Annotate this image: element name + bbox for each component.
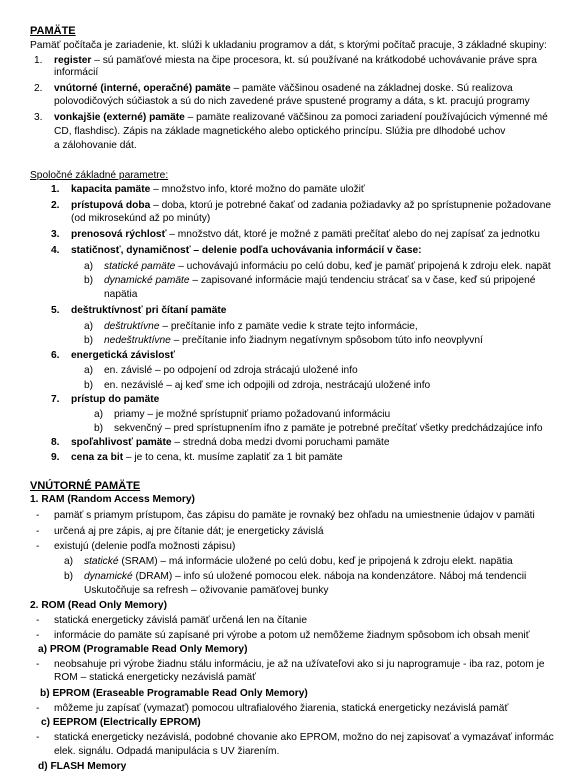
param-continuation: (od mikrosekúnd až po minúty) xyxy=(71,213,211,224)
sub-item-nondestructive: nedeštruktívne – prečítanie info žiadnym negatívnym spôsobom túto info neovplyvní xyxy=(104,335,483,346)
bullet-dash: - xyxy=(36,659,40,670)
sub-letter: b) xyxy=(84,335,94,346)
param-number: 7. xyxy=(51,394,60,405)
sub-item-static: statické pamäte – uchovávajú informáciu po celú dobu, keď je pamäť pripojená k zdroju elek. napät xyxy=(104,261,551,272)
param-number: 6. xyxy=(51,350,60,361)
list-item-continuation: informácií xyxy=(54,67,99,78)
bullet-dash: - xyxy=(36,630,40,641)
intro-text: Pamäť počítača je zariadenie, kt. slúži k ukladaniu programov a dát, s ktorými počítač pracuje, 3 základné skupiny: xyxy=(30,40,547,51)
flash-heading: d) FLASH Memory xyxy=(38,761,127,772)
eprom-line: môžeme ju zapísať (vymazať) pomocou ultrafialového žiarenia, statická energeticky nezávislá pamäť xyxy=(54,703,509,714)
param-number: 2. xyxy=(51,200,60,211)
list-item-continuation: a zálohovanie dát. xyxy=(54,140,137,151)
sub-item-direct: priamy – je možné sprístupniť priamo požadovanú informáciu xyxy=(114,409,391,420)
param-number: 5. xyxy=(51,305,60,316)
prom-heading: a) PROM (Programable Read Only Memory) xyxy=(38,644,248,655)
bullet-dash: - xyxy=(36,510,40,521)
param-static-dynamic: statičnosť, dynamičnosť – delenie podľa uchovávania informácií v čase: xyxy=(71,245,422,256)
sub-letter: a) xyxy=(84,261,94,272)
parameters-heading: Spoločné základné parametre: xyxy=(30,170,169,181)
list-item-register: register – sú pamäťové miesta na čipe procesora, kt. sú používané na krátkodobé uchovávanie práve spra xyxy=(54,55,537,66)
ram-line: pamäť s priamym prístupom, čas zápisu do pamäte je rovnaký bez ohľadu na umiestnenie údajov v pamäti xyxy=(54,510,535,521)
list-item-continuation: polovodičových súčiastok a sú do nich zavedené práve spustené programy a dáta, s kt. pracujú programy xyxy=(54,96,530,107)
rom-line: statická energeticky závislá pamäť určená len na čítanie xyxy=(54,615,307,626)
sub-item-sequential: sekvenčný – pred sprístupnením ifno z pamäte je potrebné prečítať všetky predchádzajúce info xyxy=(114,423,543,434)
param-reliability: spoľahlivosť pamäte – stredná doba medzi dvomi poruchami pamäte xyxy=(71,437,390,448)
list-number: 3. xyxy=(34,112,43,123)
param-energy-dependence: energetická závislosť xyxy=(71,350,175,361)
sub-letter: b) xyxy=(84,275,94,286)
ram-line: existujú (delenie podľa možnosti zápisu) xyxy=(54,541,236,552)
param-number: 4. xyxy=(51,245,60,256)
param-number: 1. xyxy=(51,184,60,195)
param-number: 9. xyxy=(51,452,60,463)
param-number: 8. xyxy=(51,437,60,448)
ram-line: určená aj pre zápis, aj pre čítanie dát; je energeticky závislá xyxy=(54,526,324,537)
eprom-heading: b) EPROM (Eraseable Programable Read Only Memory) xyxy=(40,688,308,699)
param-destructive: deštruktívnosť pri čítaní pamäte xyxy=(71,305,227,316)
list-item-external: vonkajšie (externé) pamäte – pamäte realizované väčšinou za pomoci zariadení používajúcich výmenné mé xyxy=(54,112,548,123)
param-number: 3. xyxy=(51,229,60,240)
bullet-dash: - xyxy=(36,703,40,714)
bullet-dash: - xyxy=(36,541,40,552)
rom-line: informácie do pamäte sú zapísané pri výrobe a potom už nemôžeme žiadnym spôsobom ich obsah meniť xyxy=(54,630,530,641)
ram-sram: statické (SRAM) – má informácie uložené po celú dobu, keď je pripojená k zdroju elekt. napätia xyxy=(84,556,513,567)
sub-item-continuation: napätia xyxy=(104,289,138,300)
sub-letter: a) xyxy=(94,409,104,420)
sub-letter: b) xyxy=(84,380,94,391)
sub-letter: b) xyxy=(64,571,74,582)
sub-item-destructive: deštruktívne – prečítanie info z pamäte vedie k strate tejto informácie, xyxy=(104,321,418,332)
section-title-internal-memory: VNÚTORNÉ PAMÄTE xyxy=(30,480,141,492)
bullet-dash: - xyxy=(36,526,40,537)
sub-item-dynamic: dynamické pamäte – zapisované informácie majú tendenciu strácať sa v čase, keď sú pripojené xyxy=(104,275,536,286)
param-transfer-rate: prenosová rýchlosť – množstvo dát, ktoré je možné z pamäti prečítať alebo do nej zapísať za jednotku xyxy=(71,229,540,240)
ram-dram-continuation: Uskutočňuje sa refresh – oživovanie pamäťovej bunky xyxy=(84,585,329,596)
sub-letter: a) xyxy=(84,365,94,376)
eeprom-line-continuation: elek. signálu. Odpadá manipulácia s UV žiarením. xyxy=(54,746,280,757)
sub-item-nonvolatile: en. nezávislé – aj keď sme ich odpojili od zdroja, nestrácajú uložené info xyxy=(104,380,431,391)
section-title-pamate: PAMÄTE xyxy=(30,25,76,37)
list-item-internal: vnútorné (interné, operačné) pamäte – pamäte väčšinou osadené na základnej doske. Sú realizova xyxy=(54,83,513,94)
list-item-continuation: CD, flashdisc). Zápis na základe magnetického alebo optického princípu. Slúžia pre dlhodobé uchov xyxy=(54,126,506,137)
sub-letter: a) xyxy=(64,556,74,567)
bullet-dash: - xyxy=(36,732,40,743)
rom-heading: 2. ROM (Read Only Memory) xyxy=(30,600,167,611)
prom-line: neobsahuje pri výrobe žiadnu stálu informáciu, je až na užívateľovi ako si ju naprogramuje - iba raz, potom je xyxy=(54,659,545,670)
bullet-dash: - xyxy=(36,615,40,626)
sub-letter: a) xyxy=(84,321,94,332)
list-number: 2. xyxy=(34,83,43,94)
prom-line-continuation: ROM – statická energeticky nezávislá pamäť xyxy=(54,672,256,683)
param-memory-access: prístup do pamäte xyxy=(71,394,160,405)
ram-dram: dynamické (DRAM) – info sú uložené pomocou elek. náboja na kondenzátore. Náboj má tendencii xyxy=(84,571,527,582)
param-access-time: prístupová doba – doba, ktorú je potrebné čakať od zadania požiadavky až po sprístupnenie požadovane xyxy=(71,200,552,211)
param-cost-per-bit: cena za bit – je to cena, kt. musíme zaplatiť za 1 bit pamäte xyxy=(71,452,343,463)
sub-item-volatile: en. závislé – po odpojení od zdroja strácajú uložené info xyxy=(104,365,358,376)
param-capacity: kapacita pamäte – množstvo info, ktoré možno do pamäte uložiť xyxy=(71,184,365,195)
sub-letter: b) xyxy=(94,423,104,434)
eeprom-line: statická energeticky nezávislá, podobné chovanie ako EPROM, možno do nej zapisovať a vymazávať informác xyxy=(54,732,554,743)
list-number: 1. xyxy=(34,55,43,66)
eeprom-heading: c) EEPROM (Electrically EPROM) xyxy=(41,717,201,728)
ram-heading: 1. RAM (Random Access Memory) xyxy=(30,494,195,505)
